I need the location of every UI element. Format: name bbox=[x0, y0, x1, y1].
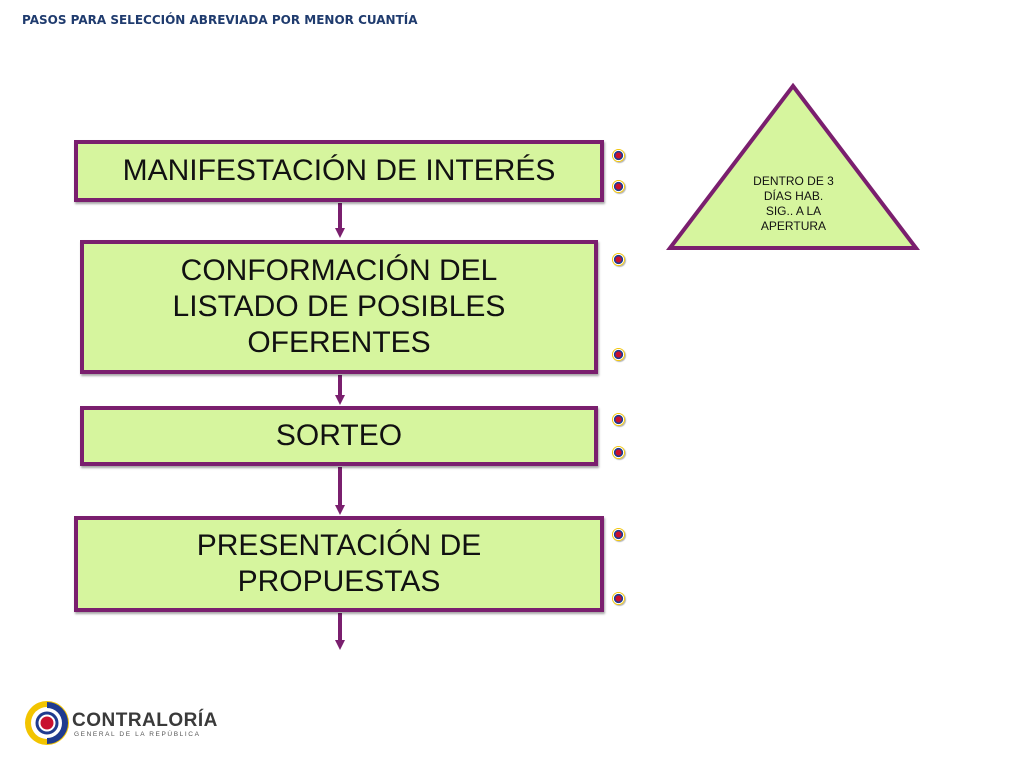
logo-name: CONTRALORÍA bbox=[72, 710, 218, 731]
step-label: MANIFESTACIÓN DE INTERÉS bbox=[122, 154, 556, 187]
target-bullet-icon bbox=[612, 413, 625, 426]
step-presentacion-box bbox=[74, 516, 604, 612]
target-bullet-icon bbox=[612, 253, 625, 266]
step-label: PRESENTACIÓN DE PROPUESTAS bbox=[196, 529, 482, 598]
logo-subtitle: GENERAL DE LA REPÚBLICA bbox=[74, 731, 201, 738]
target-bullet-icon bbox=[612, 528, 625, 541]
step-label: CONFORMACIÓN DEL LISTADO DE POSIBLES OFERENTES bbox=[172, 254, 506, 359]
step-manifestacion-box bbox=[74, 140, 604, 202]
step-sorteo-box bbox=[80, 406, 598, 466]
target-bullet-icon bbox=[612, 348, 625, 361]
deadline-note: DENTRO DE 3 DÍAS HAB. SIG.. A LA APERTURA bbox=[753, 174, 834, 233]
target-bullet-icon bbox=[612, 180, 625, 193]
target-bullet-icon bbox=[612, 592, 625, 605]
target-bullet-icon bbox=[612, 446, 625, 459]
target-bullet-icon bbox=[612, 149, 625, 162]
step-label: SORTEO bbox=[275, 419, 403, 452]
page-title: PASOS PARA SELECCIÓN ABREVIADA POR MENOR CUANTÍA bbox=[22, 13, 418, 27]
step-conformacion-box bbox=[80, 240, 598, 374]
